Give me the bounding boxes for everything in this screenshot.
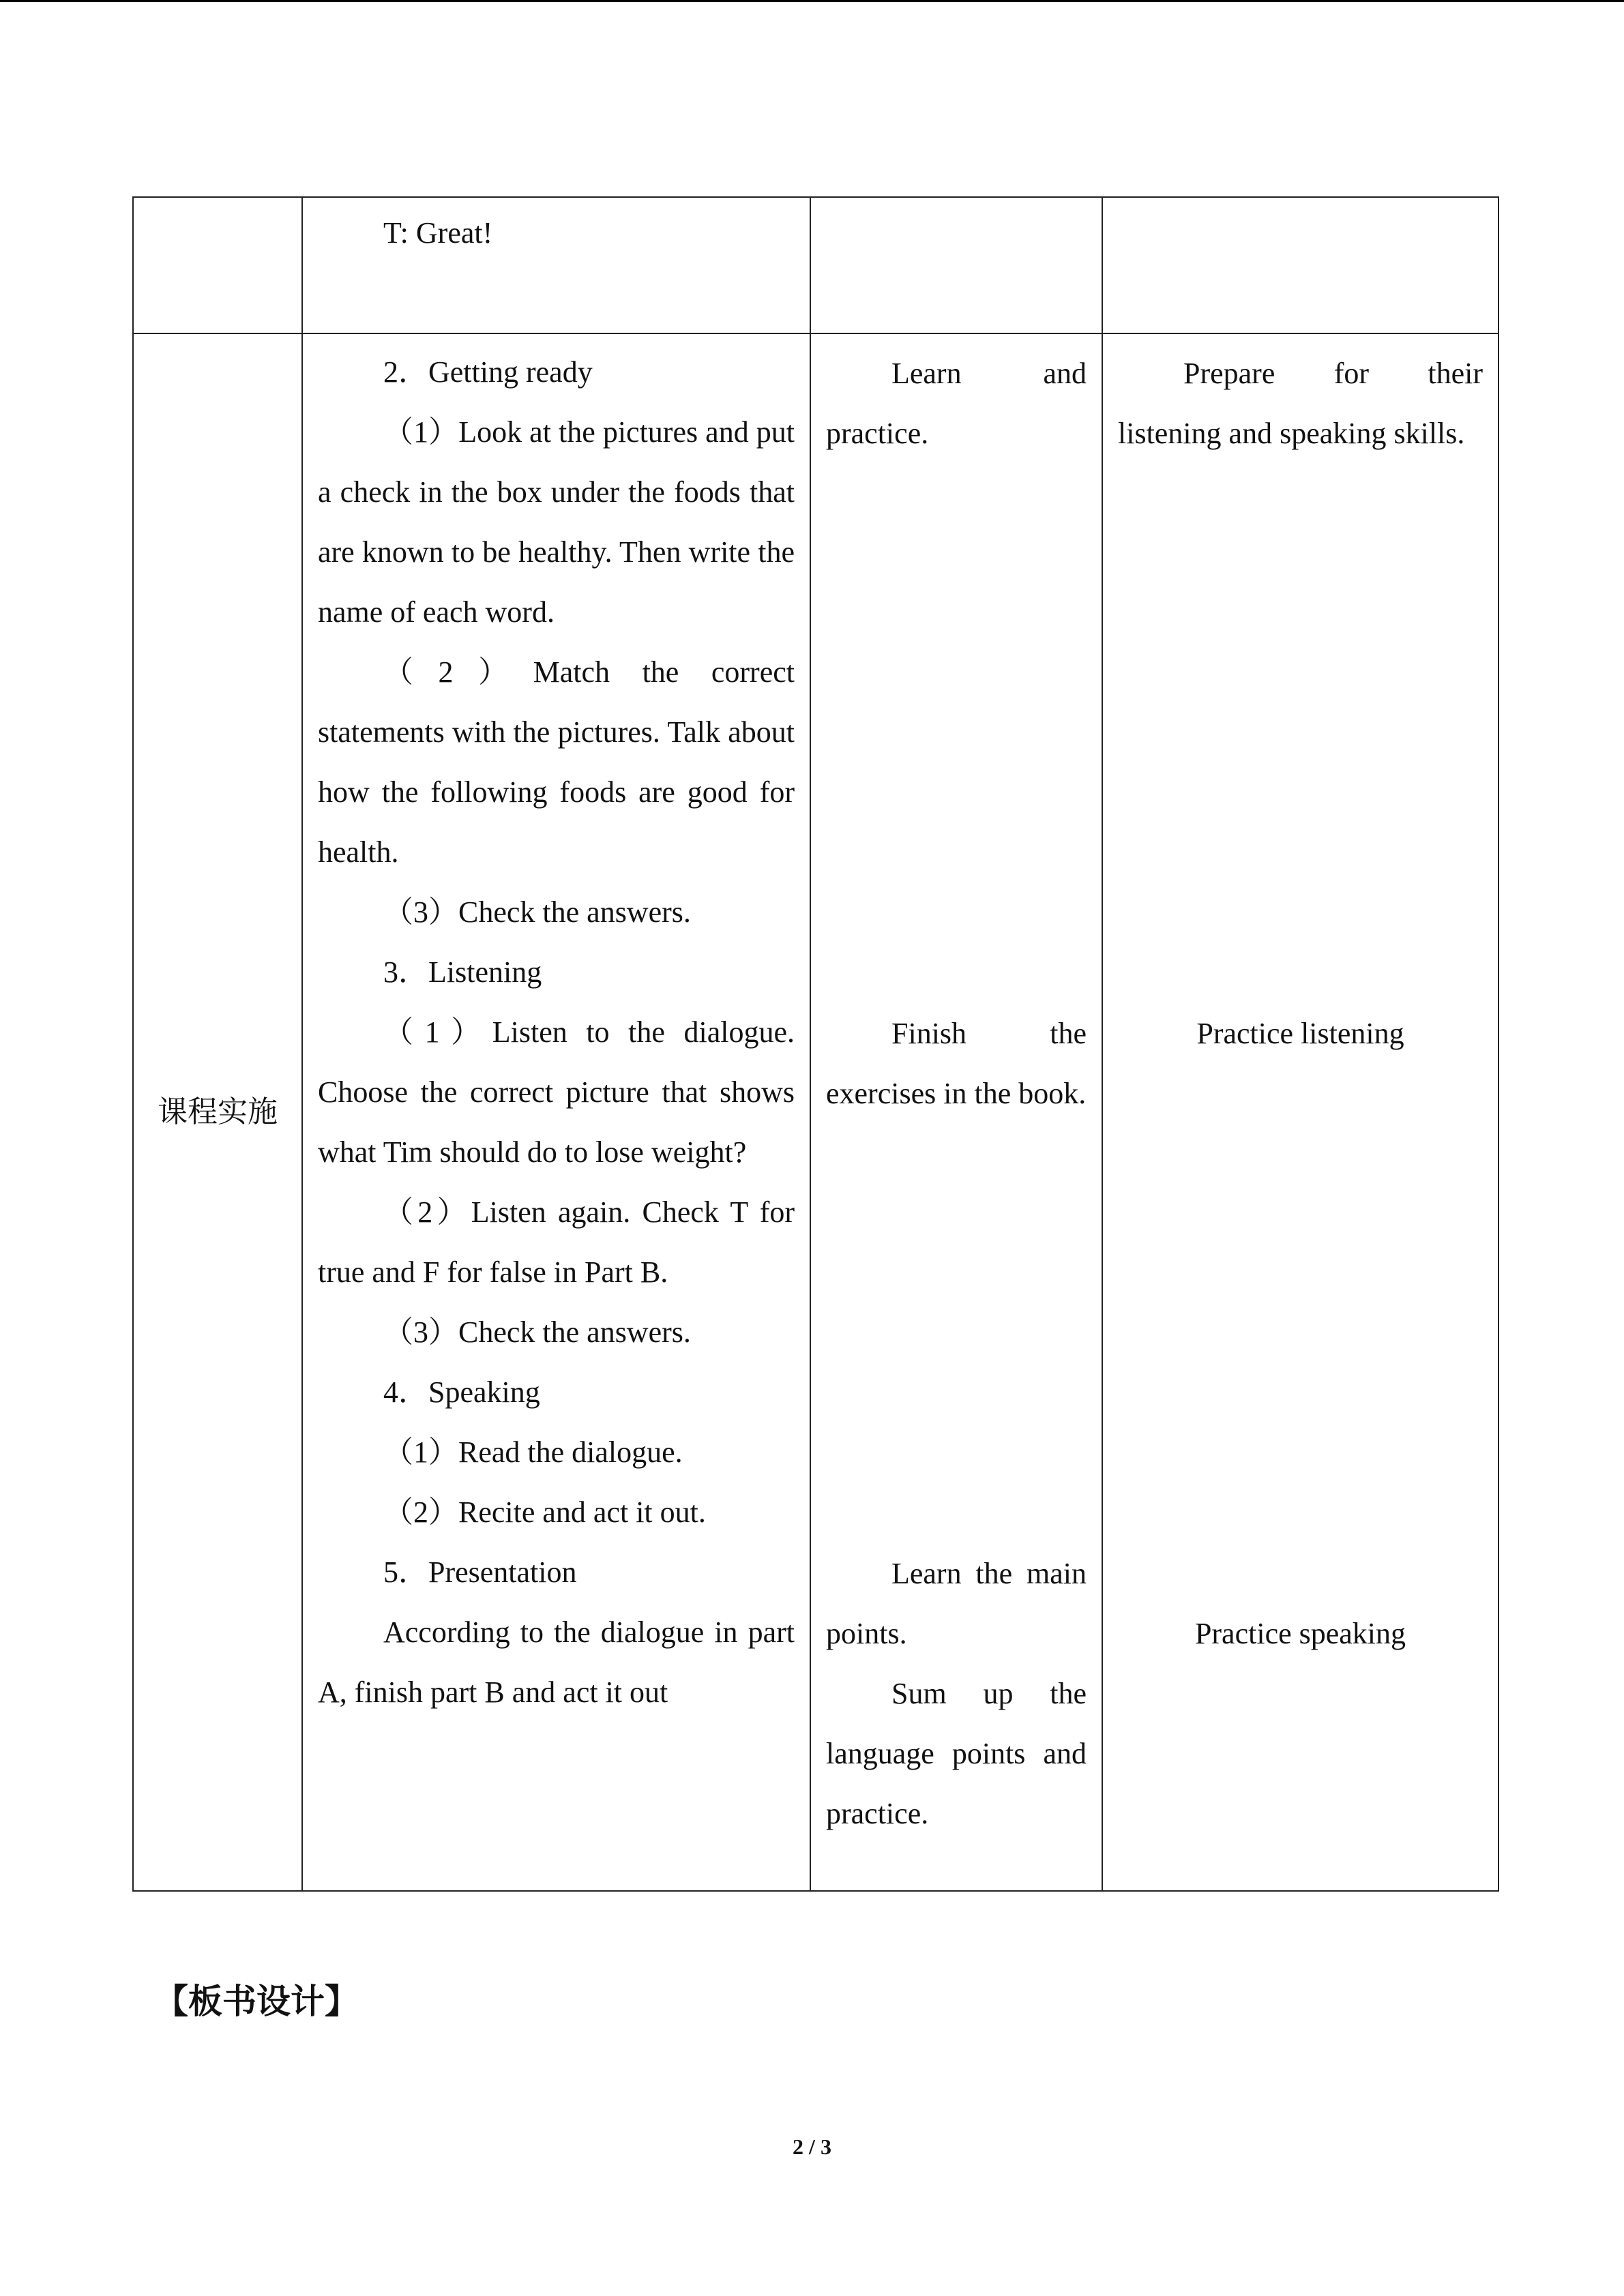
table-cell-purpose (1102, 333, 1498, 1891)
purpose-text: Practice speaking (1194, 1617, 1406, 1650)
student-activity-text: Learn and practice. (826, 357, 1087, 450)
step-text: （1）Look at the pictures and put a check in the box under the foods that are known to be healthy. Then write the name of each word. (318, 415, 795, 629)
table-cell-student-activity (810, 333, 1102, 1891)
student-activity-text: Learn the main points. (826, 1557, 1087, 1650)
top-border-line (0, 0, 1624, 2)
table-cell-purpose (1102, 197, 1498, 333)
step-text: 5．Presentation (383, 1555, 577, 1589)
student-activity-text: Finish the exercises in the book. (826, 1017, 1087, 1110)
table-cell-teacher-activity (302, 333, 810, 1891)
step-text: （2）Recite and act it out. (383, 1495, 706, 1529)
row-label-course-implementation: 课程实施 (158, 1094, 278, 1129)
step-text: （3）Check the answers. (383, 1315, 691, 1349)
step-text: （1）Listen to the dialogue. Choose the correct picture that shows what Tim should do to lose weight? (318, 1015, 795, 1169)
purpose-text: Practice listening (1196, 1017, 1404, 1050)
table-cell-teacher-activity (302, 197, 810, 333)
table-cell-label (133, 197, 302, 333)
step-text: 3．Listening (383, 955, 542, 989)
student-activity-text: Sum up the language points and practice. (826, 1677, 1087, 1830)
step-text: （1）Read the dialogue. (383, 1435, 683, 1469)
table-row (133, 333, 1498, 1891)
page-number: 2 / 3 (793, 2134, 831, 2159)
board-design-heading: 【板书设计】 (154, 1982, 359, 2021)
table-cell-label (133, 333, 302, 1891)
purpose-text: Prepare for their listening and speaking skills. (1118, 357, 1483, 450)
step-text: （2）Match the correct statements with the pictures. Talk about how the following foods are good for health. (318, 655, 795, 869)
step-text: （2）Listen again. Check T for true and F for false in Part B. (318, 1195, 795, 1289)
table-cell-student-activity (810, 197, 1102, 333)
cell-text: T: Great! (383, 216, 493, 250)
table-row (133, 197, 1498, 333)
lesson-plan-table (132, 196, 1499, 1892)
step-text: 4．Speaking (383, 1375, 540, 1409)
step-text: （3）Check the answers. (383, 895, 691, 929)
step-text: According to the dialogue in part A, finish part B and act it out (318, 1615, 795, 1709)
step-text: 2．Getting ready (383, 355, 593, 389)
